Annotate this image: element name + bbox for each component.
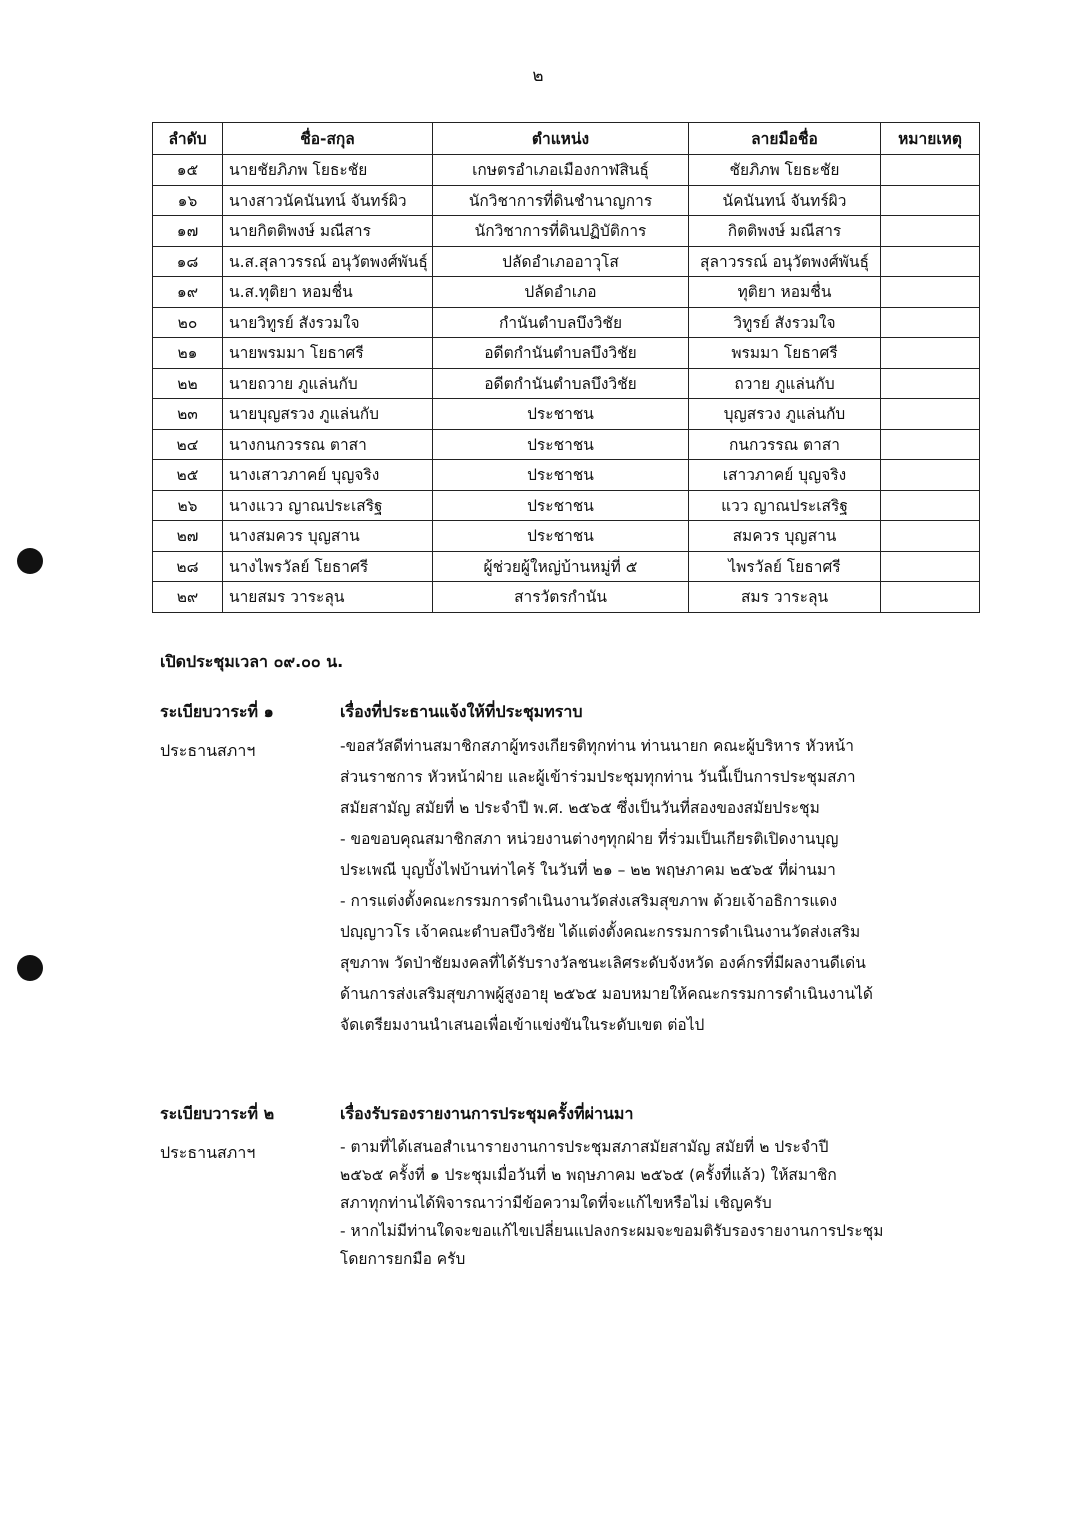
row-name: นางเสาวภาคย์ บุญจริง bbox=[223, 460, 433, 491]
row-signature: กนกวรรณ ตาสา bbox=[689, 429, 881, 460]
agenda-1-content bbox=[340, 700, 950, 1041]
row-name: นางไพรวัลย์ โยธาศรี bbox=[223, 551, 433, 582]
agenda-1-title: เรื่องที่ประธานแจ้งให้ที่ประชุมทราบ bbox=[340, 702, 583, 721]
table-row bbox=[153, 368, 980, 399]
paragraph-line: - การแต่งตั้งคณะกรรมการดำเนินงานวัดส่งเสริมสุขภาพ ด้วยเจ้าอธิการแดง bbox=[340, 892, 838, 910]
paragraph-line: โดยการยกมือ ครับ bbox=[340, 1250, 466, 1268]
table-row bbox=[153, 551, 980, 582]
row-name: น.ส.สุลาวรรณ์ อนุวัตพงศ์พันธุ์ bbox=[223, 246, 433, 277]
row-position: ปลัดอำเภอ bbox=[433, 277, 689, 308]
agenda-2-content bbox=[340, 1102, 950, 1273]
row-signature: ไพรวัลย์ โยธาศรี bbox=[689, 551, 881, 582]
row-signature: นัคนันทน์ จันทร์ผิว bbox=[689, 185, 881, 216]
row-name: นางแวว ญาณประเสริฐ bbox=[223, 490, 433, 521]
paragraph-line: - ตามที่ได้เสนอสำเนารายงานการประชุมสภาสมัยสามัญ สมัยที่ ๒ ประจำปี bbox=[340, 1138, 829, 1156]
paragraph-line: ส่วนราชการ หัวหน้าฝ่าย และผู้เข้าร่วมประชุมทุกท่าน วันนี้เป็นการประชุมสภา bbox=[340, 768, 856, 786]
row-position: อดีตกำนันตำบลบึงวิชัย bbox=[433, 338, 689, 369]
table-row bbox=[153, 277, 980, 308]
agenda-2-label-column bbox=[160, 1102, 335, 1166]
row-remark bbox=[881, 521, 980, 552]
punch-hole bbox=[17, 955, 43, 981]
row-remark bbox=[881, 216, 980, 247]
paragraph-line: ด้านการส่งเสริมสุขภาพผู้สูงอายุ ๒๕๖๕ มอบหมายให้คณะกรรมการดำเนินงานได้ bbox=[340, 985, 873, 1003]
paragraph-line: จัดเตรียมงานนำเสนอเพื่อเข้าแข่งขันในระดับเขต ต่อไป bbox=[340, 1016, 705, 1034]
punch-hole bbox=[17, 548, 43, 574]
row-number: ๑๕ bbox=[153, 155, 223, 186]
header-position: ตำแหน่ง bbox=[433, 123, 689, 155]
table-row bbox=[153, 399, 980, 430]
agenda-1-speaker: ประธานสภาฯ bbox=[160, 741, 256, 760]
row-number: ๒๗ bbox=[153, 521, 223, 552]
agenda-2-body bbox=[340, 1133, 950, 1273]
header-remark: หมายเหตุ bbox=[881, 123, 980, 155]
row-remark bbox=[881, 338, 980, 369]
row-name: นายถวาย ภูแล่นกับ bbox=[223, 368, 433, 399]
row-position: ผู้ช่วยผู้ใหญ่บ้านหมู่ที่ ๕ bbox=[433, 551, 689, 582]
paragraph-line: ปญฺญาวโร เจ้าคณะตำบลบึงวิชัย ได้แต่งตั้งคณะกรรมการดำเนินงานวัดส่งเสริม bbox=[340, 923, 861, 941]
agenda-1-body bbox=[340, 731, 950, 1041]
paragraph-line: -ขอสวัสดีท่านสมาชิกสภาผู้ทรงเกียรติทุกท่าน ท่านนายก คณะผู้บริหาร หัวหน้า bbox=[340, 737, 854, 755]
row-signature: สมร วาระลุน bbox=[689, 582, 881, 613]
row-remark bbox=[881, 246, 980, 277]
table-row bbox=[153, 582, 980, 613]
row-remark bbox=[881, 399, 980, 430]
row-position: ประชาชน bbox=[433, 399, 689, 430]
paragraph-line: ๒๕๖๕ ครั้งที่ ๑ ประชุมเมื่อวันที่ ๒ พฤษภาคม ๒๕๖๕ (ครั้งที่แล้ว) ให้สมาชิก bbox=[340, 1166, 837, 1184]
table-row bbox=[153, 490, 980, 521]
row-remark bbox=[881, 490, 980, 521]
row-position: นักวิชาการที่ดินชำนาญการ bbox=[433, 185, 689, 216]
row-signature: ถวาย ภูแล่นกับ bbox=[689, 368, 881, 399]
row-number: ๑๗ bbox=[153, 216, 223, 247]
row-remark bbox=[881, 460, 980, 491]
attendance-table bbox=[152, 122, 980, 613]
table-row bbox=[153, 429, 980, 460]
row-name: นางกนกวรรณ ตาสา bbox=[223, 429, 433, 460]
row-name: นายกิตติพงษ์ มณีสาร bbox=[223, 216, 433, 247]
row-number: ๒๕ bbox=[153, 460, 223, 491]
page-number: ๒ bbox=[532, 66, 544, 86]
row-number: ๒๘ bbox=[153, 551, 223, 582]
row-remark bbox=[881, 307, 980, 338]
row-signature: แวว ญาณประเสริฐ bbox=[689, 490, 881, 521]
row-remark bbox=[881, 185, 980, 216]
row-number: ๒๓ bbox=[153, 399, 223, 430]
paragraph-line: สุขภาพ วัดป่าชัยมงคลที่ได้รับรางวัลชนะเลิศระดับจังหวัด องค์กรที่มีผลงานดีเด่น bbox=[340, 954, 866, 972]
row-position: ประชาชน bbox=[433, 521, 689, 552]
row-name: นางสมควร บุญสาน bbox=[223, 521, 433, 552]
row-signature: พรมมา โยธาศรี bbox=[689, 338, 881, 369]
row-remark bbox=[881, 551, 980, 582]
paragraph-line: สภาทุกท่านได้พิจารณาว่ามีข้อความใดที่จะแก้ไขหรือไม่ เชิญครับ bbox=[340, 1194, 772, 1212]
table-header-row bbox=[153, 123, 980, 155]
paragraph-line: ประเพณี บุญบั้งไฟบ้านท่าไคร้ ในวันที่ ๒๑ – ๒๒ พฤษภาคม ๒๕๖๕ ที่ผ่านมา bbox=[340, 861, 836, 879]
row-signature: ชัยภิภพ โยธะชัย bbox=[689, 155, 881, 186]
row-remark bbox=[881, 582, 980, 613]
row-name: นายชัยภิภพ โยธะชัย bbox=[223, 155, 433, 186]
row-name: นายสมร วาระลุน bbox=[223, 582, 433, 613]
row-number: ๒๙ bbox=[153, 582, 223, 613]
row-name: นางสาวนัคนันทน์ จันทร์ผิว bbox=[223, 185, 433, 216]
row-position: ปลัดอำเภออาวุโส bbox=[433, 246, 689, 277]
row-signature: เสาวภาคย์ บุญจริง bbox=[689, 460, 881, 491]
table-row bbox=[153, 155, 980, 186]
paragraph-line: - หากไม่มีท่านใดจะขอแก้ไขเปลี่ยนแปลงกระผมจะขอมติรับรองรายงานการประชุม bbox=[340, 1222, 884, 1240]
header-signature: ลายมือชื่อ bbox=[689, 123, 881, 155]
row-number: ๒๒ bbox=[153, 368, 223, 399]
table-row bbox=[153, 185, 980, 216]
row-number: ๑๖ bbox=[153, 185, 223, 216]
row-position: ประชาชน bbox=[433, 460, 689, 491]
row-signature: บุญสรวง ภูแล่นกับ bbox=[689, 399, 881, 430]
table-row bbox=[153, 307, 980, 338]
row-position: กำนันตำบลบึงวิชัย bbox=[433, 307, 689, 338]
paragraph-line: สมัยสามัญ สมัยที่ ๒ ประจำปี พ.ศ. ๒๕๖๕ ซึ่งเป็นวันที่สองของสมัยประชุม bbox=[340, 799, 820, 817]
row-number: ๒๑ bbox=[153, 338, 223, 369]
row-name: น.ส.ทุติยา หอมชื่น bbox=[223, 277, 433, 308]
row-number: ๒๔ bbox=[153, 429, 223, 460]
row-signature: ทุติยา หอมชื่น bbox=[689, 277, 881, 308]
row-number: ๑๘ bbox=[153, 246, 223, 277]
row-position: สารวัตรกำนัน bbox=[433, 582, 689, 613]
row-position: ประชาชน bbox=[433, 490, 689, 521]
agenda-1-number: ระเบียบวาระที่ ๑ bbox=[160, 702, 274, 721]
table-row bbox=[153, 460, 980, 491]
row-remark bbox=[881, 277, 980, 308]
header-no: ลำดับ bbox=[153, 123, 223, 155]
row-position: เกษตรอำเภอเมืองกาฬสินธุ์ bbox=[433, 155, 689, 186]
paragraph-line: - ขอขอบคุณสมาชิกสภา หน่วยงานต่างๆทุกฝ่าย ที่ร่วมเป็นเกียรติเปิดงานบุญ bbox=[340, 830, 839, 848]
row-signature: สมควร บุญสาน bbox=[689, 521, 881, 552]
row-name: นายวิทูรย์ สังรวมใจ bbox=[223, 307, 433, 338]
table-row bbox=[153, 521, 980, 552]
header-name: ชื่อ-สกุล bbox=[223, 123, 433, 155]
row-number: ๒๖ bbox=[153, 490, 223, 521]
agenda-2-number: ระเบียบวาระที่ ๒ bbox=[160, 1104, 275, 1123]
agenda-1-label-column bbox=[160, 700, 335, 764]
table-row bbox=[153, 246, 980, 277]
agenda-2-speaker: ประธานสภาฯ bbox=[160, 1143, 256, 1162]
table-row bbox=[153, 338, 980, 369]
meeting-opening-time: เปิดประชุมเวลา ๐๙.๐๐ น. bbox=[160, 652, 344, 671]
row-number: ๒๐ bbox=[153, 307, 223, 338]
agenda-2-title: เรื่องรับรองรายงานการประชุมครั้งที่ผ่านมา bbox=[340, 1104, 634, 1123]
row-signature: วิทูรย์ สังรวมใจ bbox=[689, 307, 881, 338]
row-remark bbox=[881, 155, 980, 186]
row-number: ๑๙ bbox=[153, 277, 223, 308]
row-signature: สุลาวรรณ์ อนุวัตพงศ์พันธุ์ bbox=[689, 246, 881, 277]
row-remark bbox=[881, 368, 980, 399]
row-remark bbox=[881, 429, 980, 460]
row-signature: กิตติพงษ์ มณีสาร bbox=[689, 216, 881, 247]
row-name: นายบุญสรวง ภูแล่นกับ bbox=[223, 399, 433, 430]
row-position: ประชาชน bbox=[433, 429, 689, 460]
row-position: อดีตกำนันตำบลบึงวิชัย bbox=[433, 368, 689, 399]
row-name: นายพรมมา โยธาศรี bbox=[223, 338, 433, 369]
row-position: นักวิชาการที่ดินปฏิบัติการ bbox=[433, 216, 689, 247]
table-row bbox=[153, 216, 980, 247]
